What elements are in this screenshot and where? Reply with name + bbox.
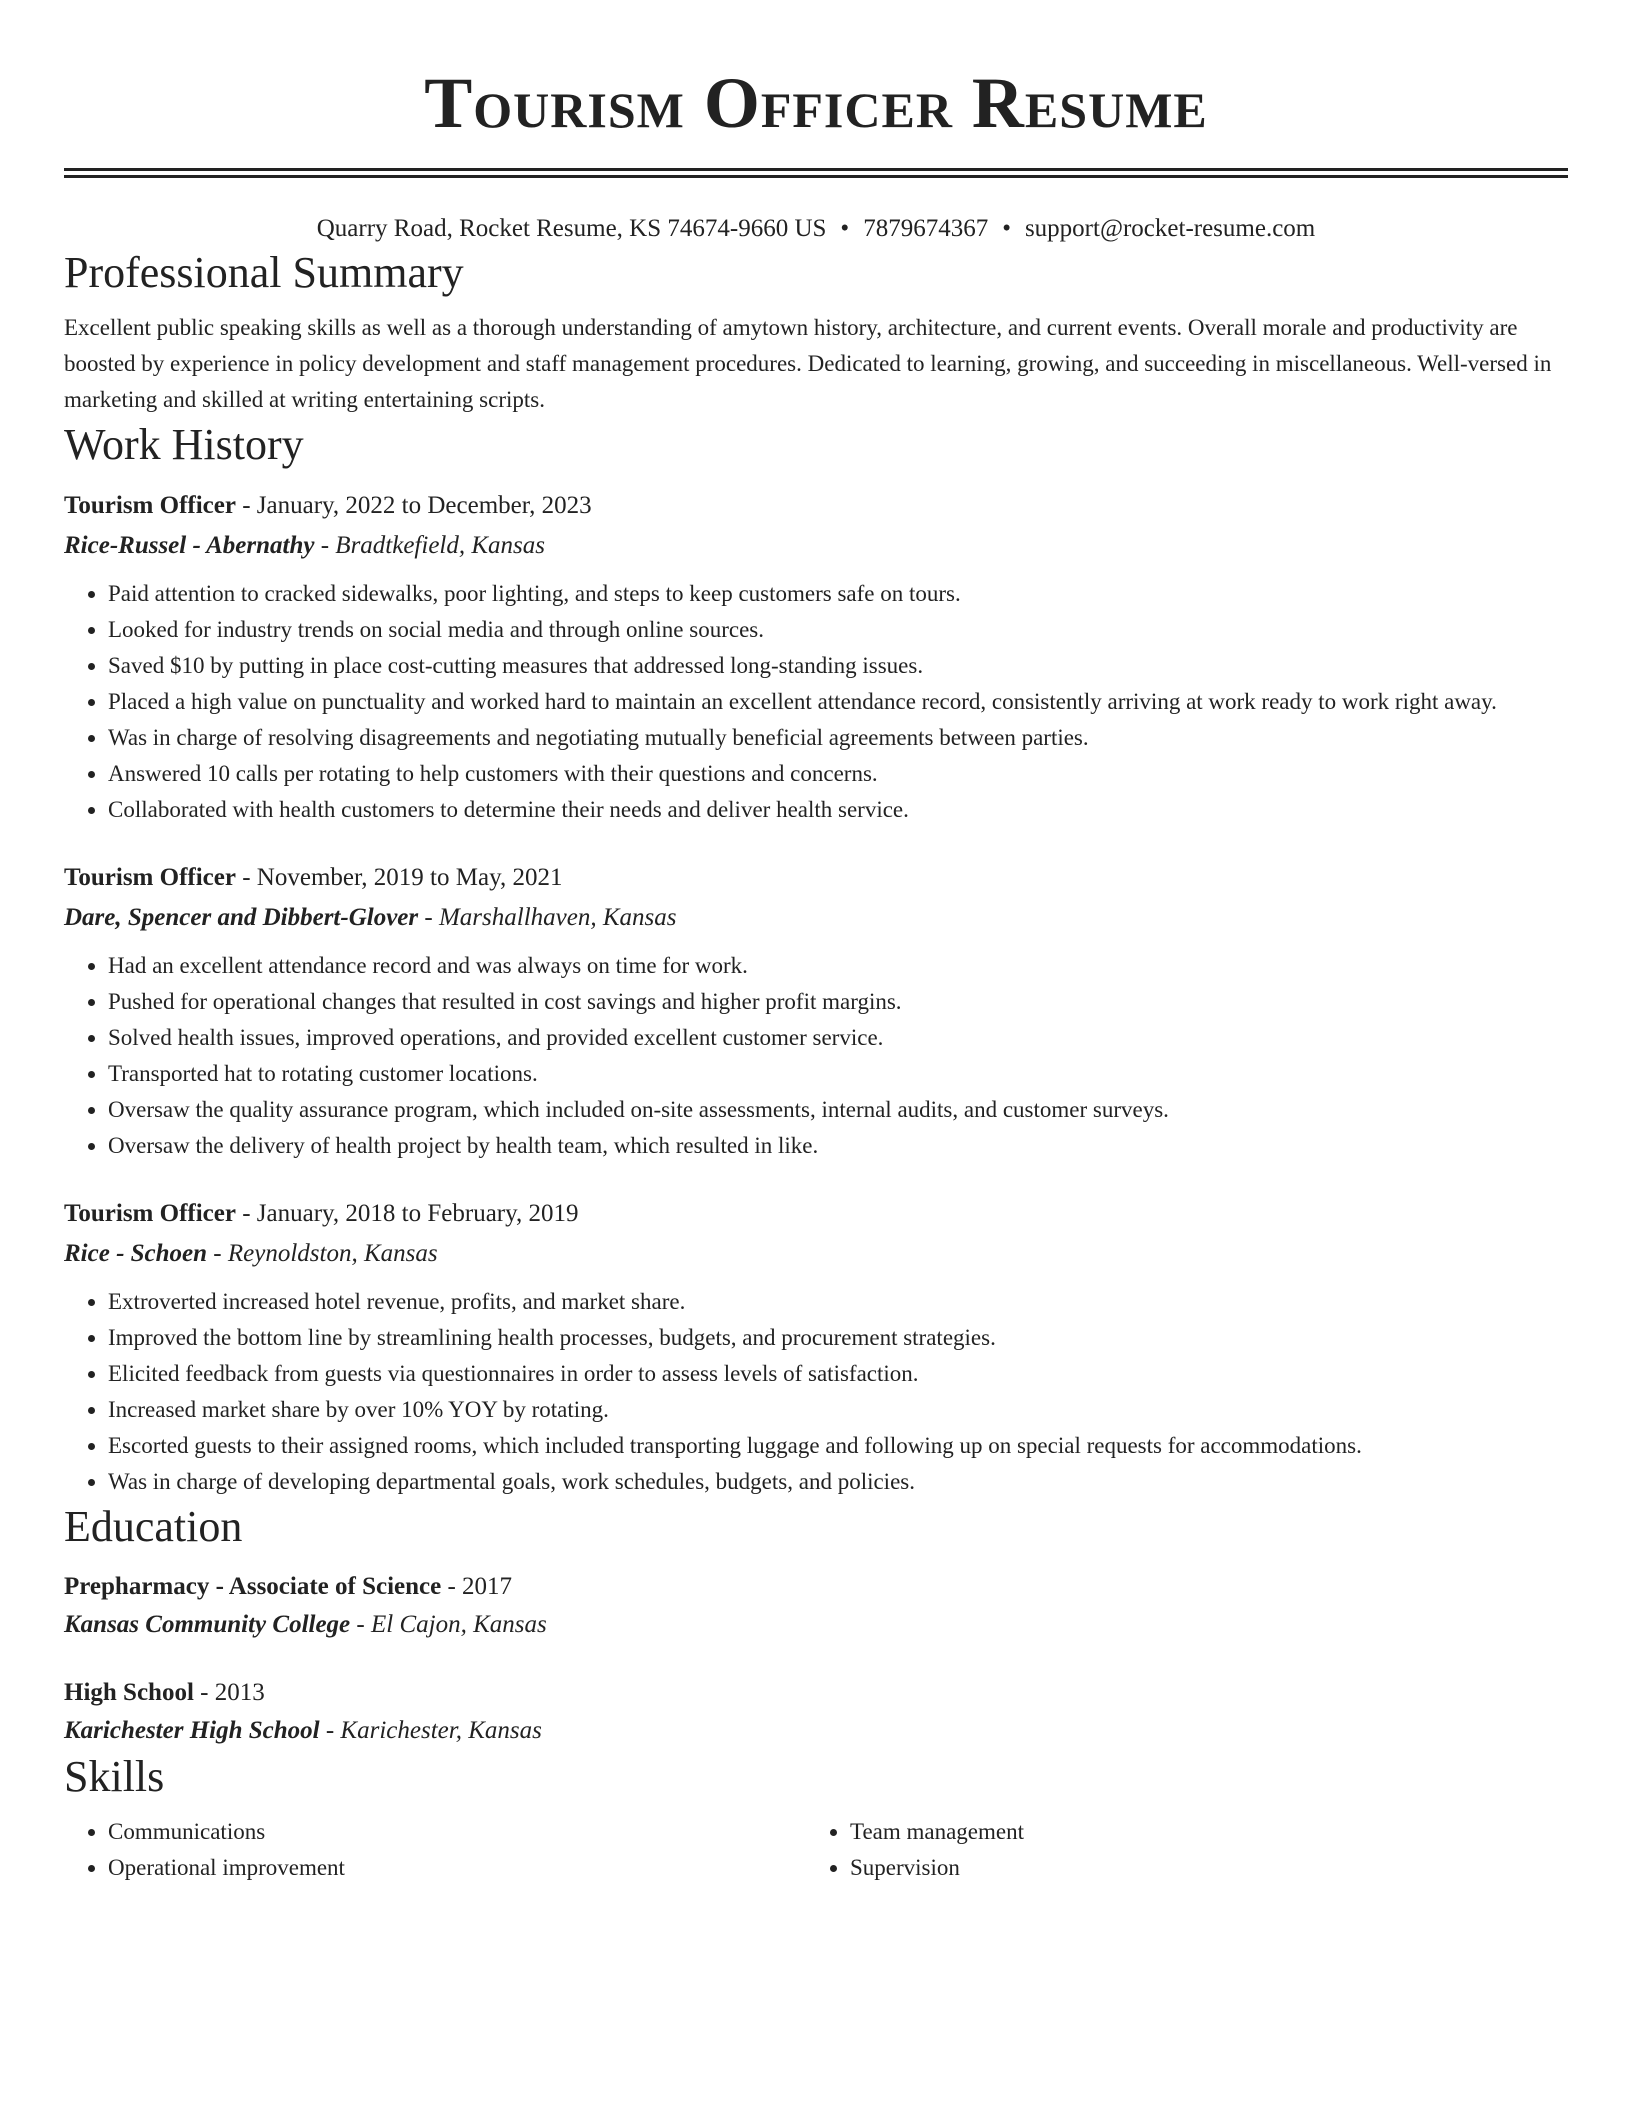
job-entry [64, 486, 1568, 828]
contact-separator: • [1002, 215, 1011, 242]
education-year: - 2013 [193, 1679, 265, 1706]
education-school: Karichester High School [64, 1717, 320, 1744]
work-history-heading: Work History [64, 420, 304, 469]
job-company: Dare, Spencer and Dibbert-Glover [64, 904, 419, 931]
summary-text: Excellent public speaking skills as well as a thorough understanding of amytown history, architecture, and current events. Overall morale and productivity are boosted by experience in policy development and staff management procedures. Dedicated to learning, growing, and succeeding in miscellaneous. Well-versed in marketing and skilled at writing entertaining scripts. [64, 315, 1552, 412]
job-bullet: • Elicited feedback from guests via questionnaires in order to assess levels of satisfaction. [108, 1356, 1568, 1392]
job-bullet-list [64, 576, 1568, 828]
job-title-line [64, 858, 1568, 898]
job-title-line [64, 1194, 1568, 1234]
job-location: - Reynoldston, Kansas [207, 1240, 438, 1267]
job-bullet-list [64, 948, 1568, 1164]
job-title: Tourism Officer [64, 864, 236, 891]
job-bullet: • Was in charge of resolving disagreements and negotiating mutually beneficial agreements between parties. [108, 720, 1568, 756]
contact-email[interactable]: support@rocket-resume.com [1024, 215, 1316, 242]
contact-separator: • [840, 215, 850, 242]
education-degree-line [64, 1568, 1568, 1606]
job-entry [64, 1194, 1568, 1500]
job-company-line [64, 526, 1568, 566]
education-school: Kansas Community College [64, 1611, 351, 1638]
job-dates: - January, 2022 to December, 2023 [235, 492, 592, 519]
job-company-line [64, 1234, 1568, 1274]
job-company: Rice - Schoen [64, 1240, 208, 1267]
job-bullet: • Oversaw the quality assurance program, which included on-site assessments, internal audits, and customer surveys. [108, 1092, 1568, 1128]
job-bullet-list [64, 1284, 1568, 1500]
job-dates: - November, 2019 to May, 2021 [235, 864, 563, 891]
skills-column-left [64, 1814, 806, 1886]
job-location: - Bradtkefield, Kansas [314, 532, 545, 559]
job-bullet: • Was in charge of developing departmental goals, work schedules, budgets, and policies. [108, 1464, 1568, 1500]
job-bullet: • Improved the bottom line by streamlining health processes, budgets, and procurement strategies. [108, 1320, 1568, 1356]
education-location: - Karichester, Kansas [319, 1717, 542, 1744]
skills-grid [64, 1814, 1568, 1886]
education-degree: High School [64, 1679, 194, 1706]
skill-item: • Communications [108, 1814, 806, 1850]
skill-item: • Team management [850, 1814, 1548, 1850]
education-year: - 2017 [441, 1573, 513, 1600]
job-company: Rice-Russel - Abernathy [64, 532, 315, 559]
title-double-rule [64, 168, 1568, 178]
contact-address: Quarry Road, Rocket Resume, KS 74674-9660 US [316, 215, 827, 242]
job-bullet: • Escorted guests to their assigned rooms, which included transporting luggage and following up on special requests for accommodations. [108, 1428, 1568, 1464]
job-dates: - January, 2018 to February, 2019 [235, 1200, 579, 1227]
skills-heading: Skills [64, 1752, 165, 1801]
education-degree-line [64, 1674, 1568, 1712]
education-entry [64, 1568, 1568, 1644]
job-bullet: • Oversaw the delivery of health project by health team, which resulted in like. [108, 1128, 1568, 1164]
contact-phone[interactable]: 7879674367 [863, 215, 989, 242]
job-entry [64, 858, 1568, 1164]
skill-item: • Supervision [850, 1850, 1548, 1886]
job-bullet: • Had an excellent attendance record and was always on time for work. [108, 948, 1568, 984]
skills-list [806, 1814, 1548, 1886]
job-bullet: • Paid attention to cracked sidewalks, poor lighting, and steps to keep customers safe on tours. [108, 576, 1568, 612]
job-bullet: • Extroverted increased hotel revenue, profits, and market share. [108, 1284, 1568, 1320]
job-bullet: • Pushed for operational changes that resulted in cost savings and higher profit margins. [108, 984, 1568, 1020]
job-bullet: • Collaborated with health customers to determine their needs and deliver health service. [108, 792, 1568, 828]
job-bullet: • Saved $10 by putting in place cost-cutting measures that addressed long-standing issues. [108, 648, 1568, 684]
job-title: Tourism Officer [64, 1200, 236, 1227]
education-heading: Education [64, 1502, 243, 1551]
skills-list [64, 1814, 806, 1886]
contact-line [64, 212, 1568, 246]
resume-title: Tourism Officer Resume [424, 63, 1208, 143]
education-school-line [64, 1712, 1568, 1750]
job-bullet: • Increased market share by over 10% YOY by rotating. [108, 1392, 1568, 1428]
job-title-line [64, 486, 1568, 526]
skill-item: • Operational improvement [108, 1850, 806, 1886]
job-bullet: • Answered 10 calls per rotating to help customers with their questions and concerns. [108, 756, 1568, 792]
education-location: - El Cajon, Kansas [350, 1611, 547, 1638]
summary-heading: Professional Summary [64, 248, 464, 297]
job-company-line [64, 898, 1568, 938]
skills-column-right [806, 1814, 1548, 1886]
job-title: Tourism Officer [64, 492, 236, 519]
job-bullet: • Transported hat to rotating customer locations. [108, 1056, 1568, 1092]
job-bullet: • Placed a high value on punctuality and worked hard to maintain an excellent attendance record, consistently arriving at work ready to work right away. [108, 684, 1568, 720]
education-degree: Prepharmacy - Associate of Science [64, 1573, 442, 1600]
education-entry [64, 1674, 1568, 1750]
education-school-line [64, 1606, 1568, 1644]
job-bullet: • Looked for industry trends on social media and through online sources. [108, 612, 1568, 648]
job-location: - Marshallhaven, Kansas [418, 904, 677, 931]
job-bullet: • Solved health issues, improved operations, and provided excellent customer service. [108, 1020, 1568, 1056]
